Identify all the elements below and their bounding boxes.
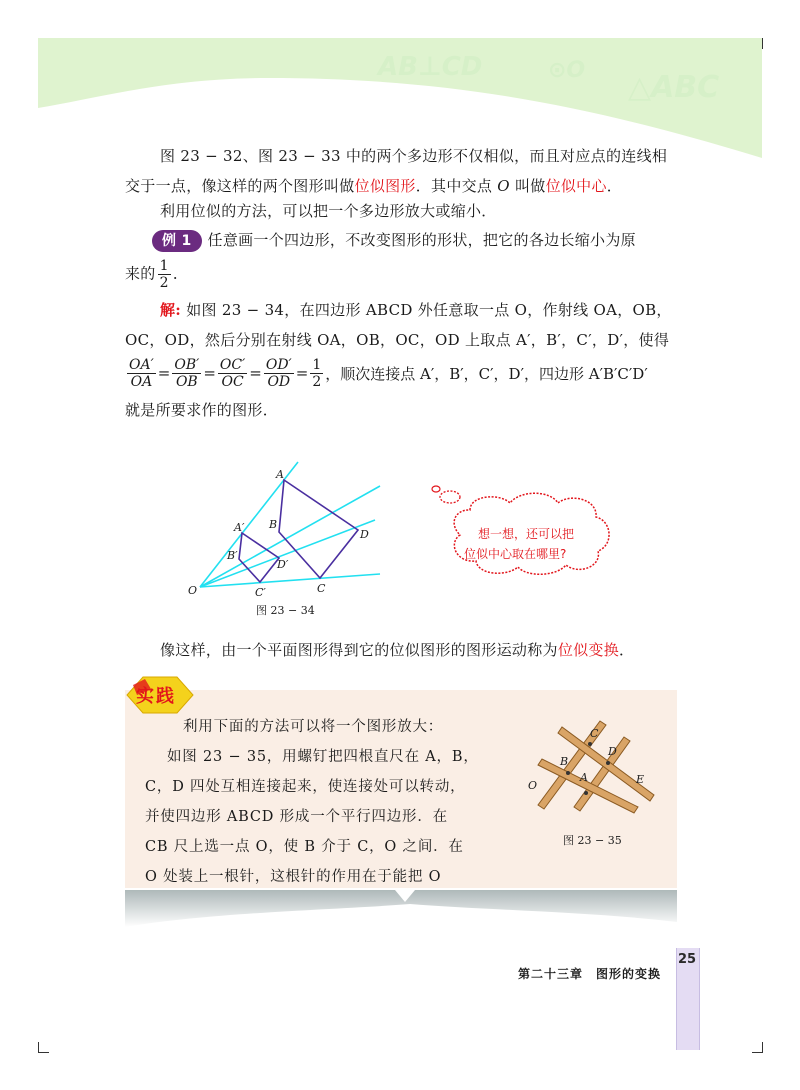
- practice-line-2: 如图 23 − 35，用螺钉把四根直尺在 A，B，: [167, 749, 479, 765]
- method-sentence: 利用位似的方法，可以把一个多边形放大或缩小．: [160, 202, 497, 220]
- header-decor-circle: ⊙O: [548, 58, 586, 83]
- label-b: B: [269, 518, 278, 531]
- ratio-od-num: OD′: [265, 356, 292, 373]
- rays: [200, 462, 380, 587]
- ratio-ob-den: OB: [175, 373, 198, 390]
- label-c-prime: C′: [255, 586, 266, 599]
- page-curl-decoration: [125, 882, 685, 942]
- label-o: O: [188, 584, 198, 597]
- equals-sign: =: [295, 364, 309, 382]
- label-c: C: [317, 582, 326, 595]
- fraction-one-half: [158, 258, 171, 291]
- transform-end: ．: [619, 641, 635, 659]
- label-a: A: [276, 468, 284, 481]
- ratio-ob-num: OB′: [174, 356, 200, 373]
- screw-c: [588, 742, 592, 746]
- ratio-result-num: 1: [312, 356, 322, 373]
- intro-line-2-mid2: 叫做: [509, 177, 546, 195]
- equals-sign: =: [157, 364, 171, 382]
- ratio-oa: [127, 357, 156, 390]
- intro-line-1: 图 23 − 32、图 23 − 33 中的两个多边形不仅相似，而且对应点的连线相: [160, 147, 668, 165]
- ratio-od-den: OD: [267, 373, 291, 390]
- solution-label: 解:: [160, 301, 182, 319]
- fraction-numerator: 1: [159, 258, 169, 274]
- page-number: 25: [677, 952, 697, 967]
- solution-line-3-tail: ，顺次连接点 A′，B′，C′，D′，四边形 A′B′C′D′: [325, 364, 648, 383]
- intro-line-2-mid: ．其中交点: [415, 177, 498, 195]
- ratio-oc-num: OC′: [219, 356, 246, 373]
- fig35-label-e: E: [636, 773, 645, 786]
- quad-a1b1c1d1: [239, 533, 279, 582]
- practice-line-6: O 处装上一根针，这根针的作用在于能把 O: [145, 869, 442, 885]
- solution-line-4: 就是所要求作的图形．: [125, 401, 279, 419]
- ratio-oc: [218, 357, 247, 390]
- solution-line-1: 如图 23 − 34，在四边形 ABCD 外任意取一点 O，作射线 OA，OB，: [186, 301, 672, 319]
- practice-line-5: CB 尺上选一点 O，使 B 介于 C，O 之间．在: [145, 839, 464, 855]
- crop-mark-bottom-right: [752, 1042, 763, 1053]
- example-text-end: ．: [172, 264, 189, 283]
- fraction-denominator: 2: [159, 275, 169, 291]
- fig35-label-b: B: [560, 755, 569, 768]
- example-1: [152, 225, 692, 255]
- term-homothetic-transformation: 位似变换: [557, 641, 620, 659]
- label-b-prime: B′: [227, 549, 238, 562]
- practice-badge: 实践: [136, 686, 176, 707]
- crop-mark-bottom-left: [38, 1042, 49, 1053]
- header-decor-triangle: △ABC: [628, 70, 720, 105]
- intro-line-2-end: ．: [606, 177, 623, 195]
- header-decor-perpendicular: AB⊥CD: [378, 52, 483, 82]
- equals-sign: =: [249, 364, 262, 382]
- example-badge: 例 1: [152, 230, 202, 252]
- example-text-pre: 来的: [125, 264, 156, 283]
- ratio-result: [310, 357, 323, 390]
- screw-b: [566, 771, 570, 775]
- solution-line-2: OC，OD，然后分别在射线 OA，OB，OC，OD 上取点 A′，B′，C′，D′，使得: [125, 331, 670, 349]
- label-d: D: [360, 528, 369, 541]
- chapter-footer: 第二十三章 图形的变换: [518, 967, 662, 981]
- ratio-result-den: 2: [312, 373, 322, 390]
- practice-line-1: 利用下面的方法可以将一个图形放大：: [183, 719, 444, 735]
- transform-sentence: [160, 635, 700, 665]
- fig35-label-c: C: [590, 727, 599, 740]
- quad-abcd: [279, 480, 358, 578]
- point-o: O: [497, 177, 510, 195]
- example-text-line-1: 任意画一个四边形，不改变图形的形状，把它的各边长缩小为原: [207, 231, 636, 249]
- screw-d: [606, 761, 610, 765]
- figure-23-35-caption: 图 23 − 35: [563, 834, 622, 847]
- figure-23-34-caption: 图 23 − 34: [256, 604, 315, 617]
- transform-pre: 像这样，由一个平面图形得到它的位似图形的图形运动称为: [160, 641, 558, 659]
- fig35-label-o: O: [528, 779, 538, 792]
- label-a-prime: A′: [234, 521, 245, 534]
- thought-line-1: 想一想，还可以把: [478, 527, 575, 541]
- ratio-oc-den: OC: [221, 373, 244, 390]
- example-text-line-2: [125, 258, 425, 291]
- ratio-oa-num: OA′: [129, 356, 154, 373]
- thought-line-2: 位似中心取在哪里?: [464, 547, 567, 561]
- ratio-ob: [172, 357, 201, 390]
- ratio-od: [264, 357, 294, 390]
- thought-bubble-text: [464, 524, 575, 564]
- practice-line-3: C，D 四处互相连接起来，使连接处可以转动，: [145, 779, 466, 795]
- intro-paragraph: [160, 141, 680, 171]
- ratio-oa-den: OA: [130, 373, 153, 390]
- intro-line-2-pre: 交于一点，像这样的两个图形叫做: [125, 177, 355, 195]
- equals-sign: =: [203, 364, 216, 382]
- fig35-label-d: D: [608, 745, 617, 758]
- screw-a: [584, 791, 588, 795]
- label-d-prime: D′: [277, 558, 289, 571]
- practice-line-4: 并使四边形 ABCD 形成一个平行四边形．在: [145, 809, 448, 825]
- practice-text: [145, 712, 485, 892]
- term-homothetic-figure: 位似图形: [354, 177, 416, 195]
- figure-23-35: [520, 715, 670, 815]
- figure-23-34: [180, 460, 390, 600]
- solution-ratio-line: [125, 355, 695, 391]
- term-homothetic-center: 位似中心: [545, 177, 607, 195]
- fig35-label-a: A: [580, 771, 588, 784]
